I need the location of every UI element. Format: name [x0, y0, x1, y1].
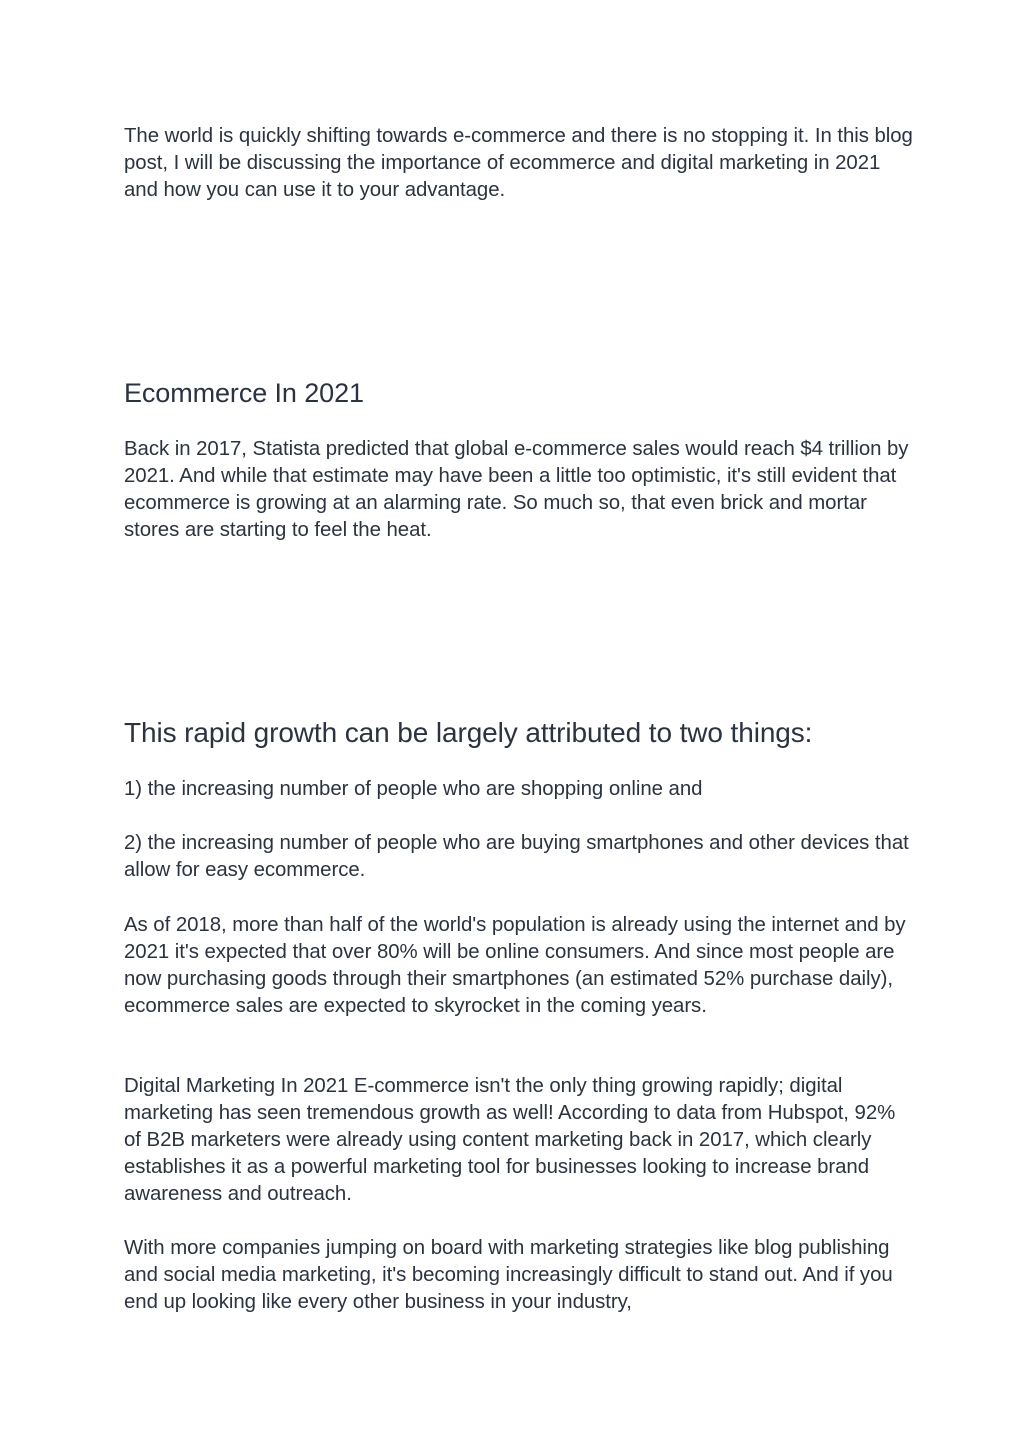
marketing-strategies-paragraph: With more companies jumping on board with marketing strategies like blog publishing and social media marketing, it's becoming increasingly difficult to stand out. And if you end up looking like every other business in your industry, — [124, 1237, 893, 1313]
growth-point-2: 2) the increasing number of people who are buying smartphones and other devices that allow for easy ecommerce. — [124, 832, 909, 881]
growth-point-1: 1) the increasing number of people who are shopping online and — [124, 778, 703, 800]
section-heading-ecommerce-2021: Ecommerce In 2021 — [124, 378, 364, 408]
section-heading-rapid-growth: This rapid growth can be largely attributed to two things: — [124, 717, 813, 748]
ecommerce-2021-paragraph: Back in 2017, Statista predicted that global e-commerce sales would reach $4 trillion by 2021. And while that estimate may have been a little too optimistic, it's still evident that ecommerce is growing at an alarming rate. So much so, that even brick and mortar stores are starting to feel the heat. — [124, 438, 909, 541]
internet-usage-paragraph: As of 2018, more than half of the world's population is already using the internet and by 2021 it's expected that over 80% will be online consumers. And since most people are now purchasing goods through their smartphones (an estimated 52% purchase daily), ecommerce sales are expected to skyrocket in the coming years. — [124, 914, 906, 1017]
intro-paragraph: The world is quickly shifting towards e-commerce and there is no stopping it. In this blog post, I will be discussing the importance of ecommerce and digital marketing in 2021 and how you can use it to your advantage. — [124, 125, 913, 201]
digital-marketing-paragraph: Digital Marketing In 2021 E-commerce isn't the only thing growing rapidly; digital marketing has seen tremendous growth as well! According to data from Hubspot, 92% of B2B marketers were already using content marketing back in 2017, which clearly establishes it as a powerful marketing tool for businesses looking to increase brand awareness and outreach. — [124, 1075, 896, 1205]
